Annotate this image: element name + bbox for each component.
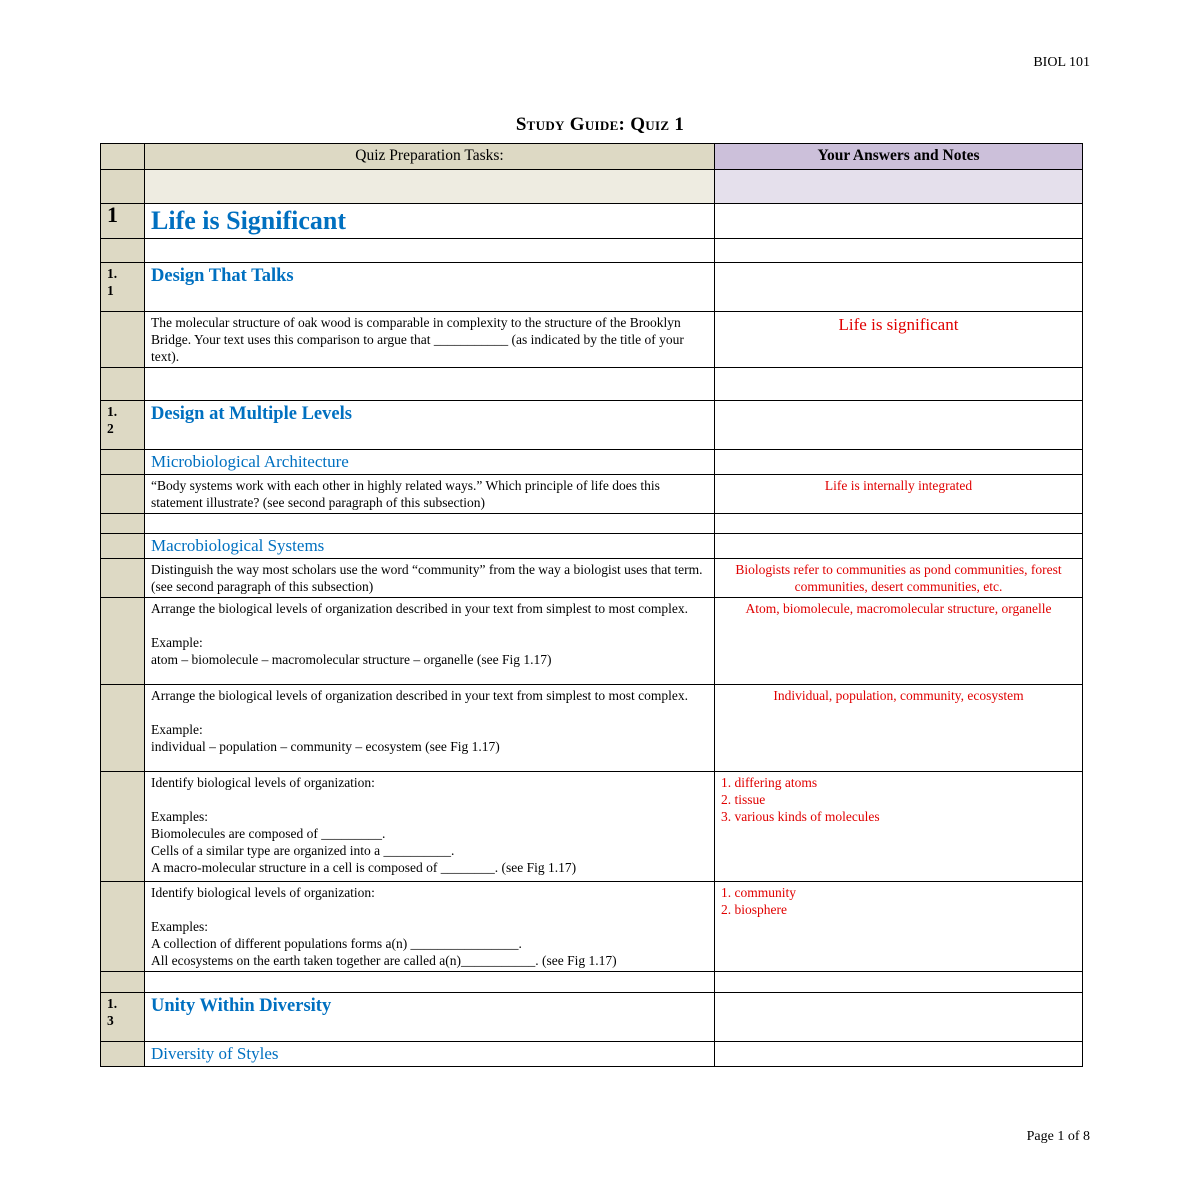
subheading-cell — [145, 450, 715, 475]
num-cell — [101, 598, 145, 685]
subsection-number — [101, 263, 145, 312]
answer-cell — [715, 972, 1083, 993]
example-text: Biomolecules are composed of _________. — [151, 826, 386, 841]
example-label: Example: — [151, 635, 203, 650]
spacer — [151, 704, 708, 721]
subsection-title: Design That Talks — [151, 266, 294, 286]
answer-line: 2. biosphere — [721, 902, 787, 917]
question-cell: “Body systems work with each other in highly related ways.” Which principle of life does this statement illustrate? (see second paragraph of this subsection) — [145, 475, 715, 514]
num-cell — [101, 685, 145, 772]
question-text: Identify biological levels of organization: — [151, 775, 375, 790]
section-number: 1 — [101, 204, 145, 239]
subsection-title-cell — [145, 401, 715, 450]
header-answers-cell: Your Answers and Notes — [715, 144, 1083, 170]
num-cell — [101, 450, 145, 475]
subheading: Diversity of Styles — [151, 1044, 279, 1063]
example-text: All ecosystems on the earth taken together are called a(n)___________. (see Fig 1.17) — [151, 953, 617, 968]
num-cell — [101, 772, 145, 882]
table-row — [101, 401, 1083, 450]
answer-cell — [715, 772, 1083, 882]
subsection-number-part: 1. — [107, 404, 118, 419]
subheader-num-cell — [101, 170, 145, 204]
table-row — [101, 1042, 1083, 1067]
num-cell — [101, 972, 145, 993]
example-label: Example: — [151, 722, 203, 737]
answer-cell: Biologists refer to communities as pond communities, forest communities, desert communities, etc. — [715, 559, 1083, 598]
question-cell — [145, 685, 715, 772]
question-cell — [145, 772, 715, 882]
table-header-row — [101, 144, 1083, 170]
num-cell — [101, 312, 145, 368]
answer-line: 1. differing atoms — [721, 775, 818, 790]
answer-cell — [715, 450, 1083, 475]
answer-cell — [715, 993, 1083, 1042]
num-cell — [101, 368, 145, 401]
table-row — [101, 263, 1083, 312]
num-cell — [101, 882, 145, 972]
answer-cell — [715, 263, 1083, 312]
question-cell: The molecular structure of oak wood is comparable in complexity to the structure of the Brooklyn Bridge. Your text uses this comparison to argue that ___________ (as indicated by the title of your text). — [145, 312, 715, 368]
spacer — [151, 617, 708, 634]
num-cell — [101, 559, 145, 598]
page-number: Page 1 of 8 — [1026, 1129, 1090, 1144]
example-text: Cells of a similar type are organized into a __________. — [151, 843, 455, 858]
subsection-number-part: 3 — [107, 1013, 114, 1028]
task-cell — [145, 368, 715, 401]
table-row — [101, 972, 1083, 993]
answer-cell — [715, 534, 1083, 559]
table-row — [101, 598, 1083, 685]
answer-line: 1. community — [721, 885, 796, 900]
answer-cell — [715, 204, 1083, 239]
num-cell — [101, 534, 145, 559]
table-row — [101, 514, 1083, 534]
example-text: individual – population – community – ecosystem (see Fig 1.17) — [151, 739, 500, 754]
example-text: A macro-molecular structure in a cell is composed of ________. (see Fig 1.17) — [151, 860, 577, 875]
table-row — [101, 772, 1083, 882]
table-row — [101, 368, 1083, 401]
question-cell — [145, 882, 715, 972]
subheader-answer-cell — [715, 170, 1083, 204]
subheading-cell — [145, 1042, 715, 1067]
num-cell — [101, 1042, 145, 1067]
num-cell — [101, 239, 145, 263]
section-title: Life is Significant — [151, 206, 347, 235]
subsection-number — [101, 993, 145, 1042]
table-row — [101, 475, 1083, 514]
page-header-course: BIOL 101 — [1033, 55, 1090, 70]
subsection-title: Design at Multiple Levels — [151, 404, 352, 424]
table-row — [101, 882, 1083, 972]
section-title-cell — [145, 204, 715, 239]
answer-cell: Individual, population, community, ecosystem — [715, 685, 1083, 772]
table-row — [101, 312, 1083, 368]
answer-cell: Atom, biomolecule, macromolecular structure, organelle — [715, 598, 1083, 685]
answer-cell: Life is significant — [715, 312, 1083, 368]
subsection-number-part: 1 — [107, 283, 114, 298]
question-text: Identify biological levels of organization: — [151, 885, 375, 900]
question-cell: Distinguish the way most scholars use the word “community” from the way a biologist uses that term. (see second paragraph of this subsection) — [145, 559, 715, 598]
question-text: Arrange the biological levels of organization described in your text from simplest to most complex. — [151, 601, 688, 616]
answer-line: 3. various kinds of molecules — [721, 809, 880, 824]
subheading: Microbiological Architecture — [151, 452, 349, 471]
subsection-number — [101, 401, 145, 450]
header-tasks-cell: Quiz Preparation Tasks: — [145, 144, 715, 170]
spacer — [151, 901, 708, 918]
table-row — [101, 239, 1083, 263]
example-text: A collection of different populations forms a(n) ________________. — [151, 936, 522, 951]
table-row — [101, 685, 1083, 772]
answer-cell — [715, 882, 1083, 972]
num-cell — [101, 514, 145, 534]
table-row — [101, 993, 1083, 1042]
example-label: Examples: — [151, 919, 208, 934]
table-row — [101, 559, 1083, 598]
answer-cell — [715, 401, 1083, 450]
question-cell — [145, 598, 715, 685]
table-row — [101, 534, 1083, 559]
subheading: Macrobiological Systems — [151, 536, 325, 555]
table-row — [101, 450, 1083, 475]
num-cell — [101, 475, 145, 514]
answer-cell — [715, 1042, 1083, 1067]
subsection-title-cell — [145, 263, 715, 312]
example-text: atom – biomolecule – macromolecular structure – organelle (see Fig 1.17) — [151, 652, 552, 667]
task-cell — [145, 972, 715, 993]
task-cell — [145, 239, 715, 263]
subsection-title: Unity Within Diversity — [151, 996, 332, 1016]
table-row — [101, 204, 1083, 239]
header-num-cell — [101, 144, 145, 170]
task-cell — [145, 514, 715, 534]
spacer — [151, 791, 708, 808]
subsection-number-part: 2 — [107, 421, 114, 436]
subsection-number-part: 1. — [107, 996, 118, 1011]
example-label: Examples: — [151, 809, 208, 824]
answer-line: 2. tissue — [721, 792, 766, 807]
document-title: Study Guide: Quiz 1 — [515, 114, 685, 135]
subheader-task-cell — [145, 170, 715, 204]
title-wrap — [0, 114, 1200, 136]
answer-cell: Life is internally integrated — [715, 475, 1083, 514]
table-subheader-row — [101, 170, 1083, 204]
study-guide-table — [100, 143, 1083, 1067]
subheading-cell — [145, 534, 715, 559]
subsection-number-part: 1. — [107, 266, 118, 281]
answer-cell — [715, 239, 1083, 263]
question-text: Arrange the biological levels of organization described in your text from simplest to most complex. — [151, 688, 688, 703]
subsection-title-cell — [145, 993, 715, 1042]
answer-cell — [715, 368, 1083, 401]
answer-cell — [715, 514, 1083, 534]
